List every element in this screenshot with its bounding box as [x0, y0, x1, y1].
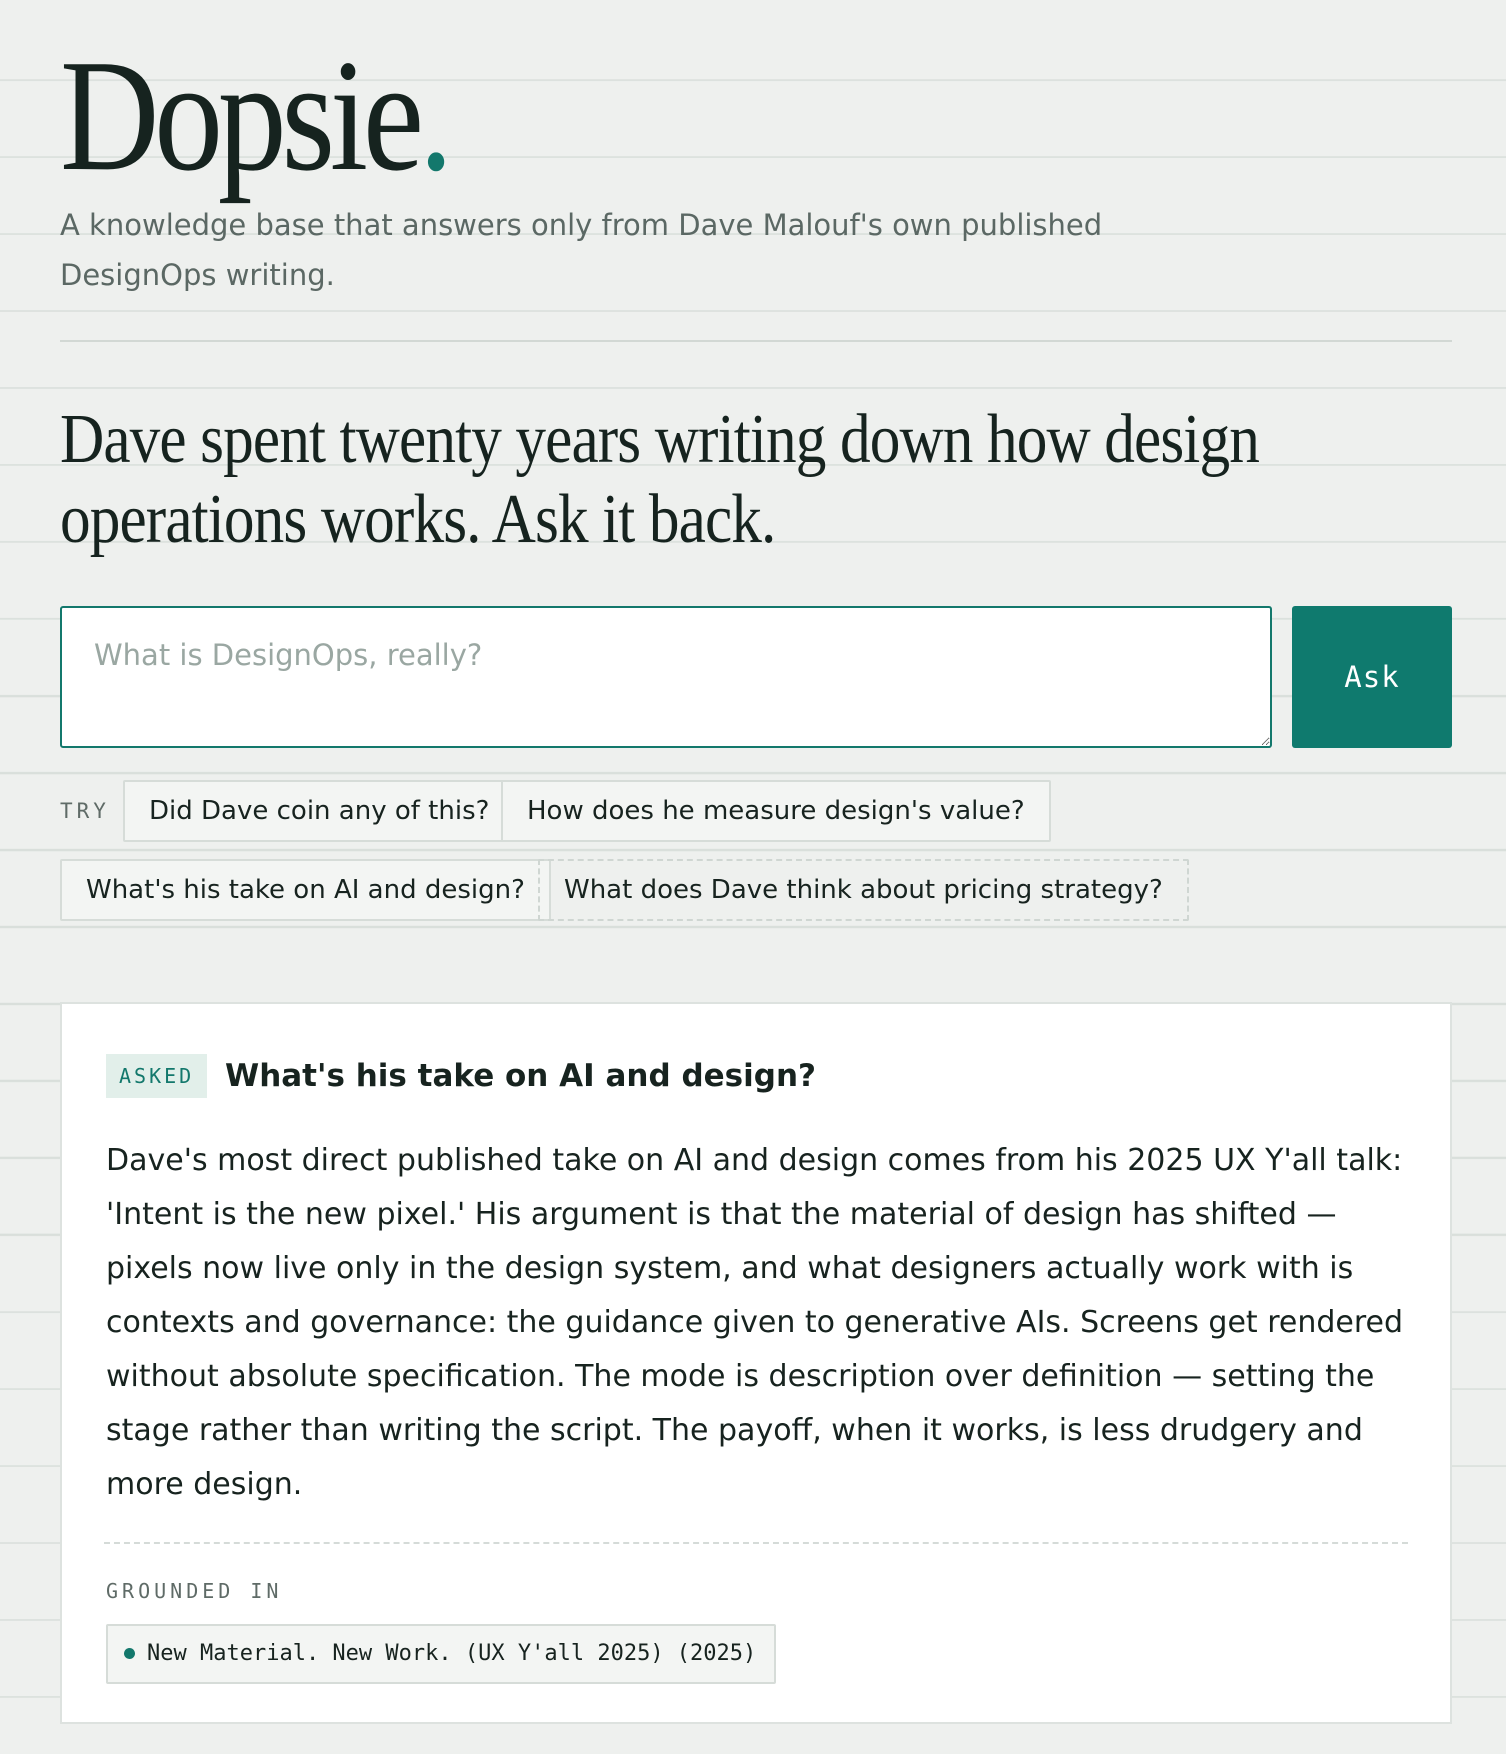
asked-badge: ASKED [106, 1054, 207, 1098]
source-title: New Material. New Work. (UX Y'all 2025) (2025) [147, 1641, 757, 1666]
hero-headline: Dave spent twenty years writing down how design operations works. Ask it back. [60, 401, 1259, 558]
sources-divider [104, 1542, 1408, 1544]
brand-dot: . [418, 26, 449, 204]
answer-body: Dave's most direct published take on AI and design comes from his 2025 UX Y'all talk: 'Intent is the new pixel.' His argument is that the material of design has shifted — pixels now live only in the design system, and what designers actually work with is contexts and governance: the guidance given to generative AIs. Screens get rendered without absolute specification. The mode is description over definition — setting the stage rather than writing the script. The payoff, when it works, is less drudgery and more design. [106, 1143, 1404, 1502]
header-divider [60, 340, 1452, 342]
tagline: A knowledge base that answers only from Dave Malouf's own published DesignOps writing. [60, 208, 1103, 292]
suggestion-chip[interactable]: Did Dave coin any of this? [123, 780, 515, 842]
brand-name: Dopsie [60, 26, 419, 204]
brand-logo [60, 26, 449, 204]
suggestion-chip[interactable]: How does he measure design's value? [501, 780, 1051, 842]
question-input[interactable] [60, 606, 1272, 748]
grounded-in-label: GROUNDED IN [106, 1579, 283, 1603]
ask-button[interactable]: Ask [1292, 606, 1452, 748]
source-bullet-icon [124, 1648, 135, 1659]
try-label: TRY [60, 799, 110, 823]
suggestion-chip[interactable]: What's his take on AI and design? [60, 859, 551, 921]
suggestion-chip[interactable]: What does Dave think about pricing strategy? [538, 859, 1189, 921]
answer-card [60, 1002, 1452, 1724]
source-chip[interactable] [106, 1624, 776, 1684]
asked-question: What's his take on AI and design? [225, 1058, 816, 1094]
